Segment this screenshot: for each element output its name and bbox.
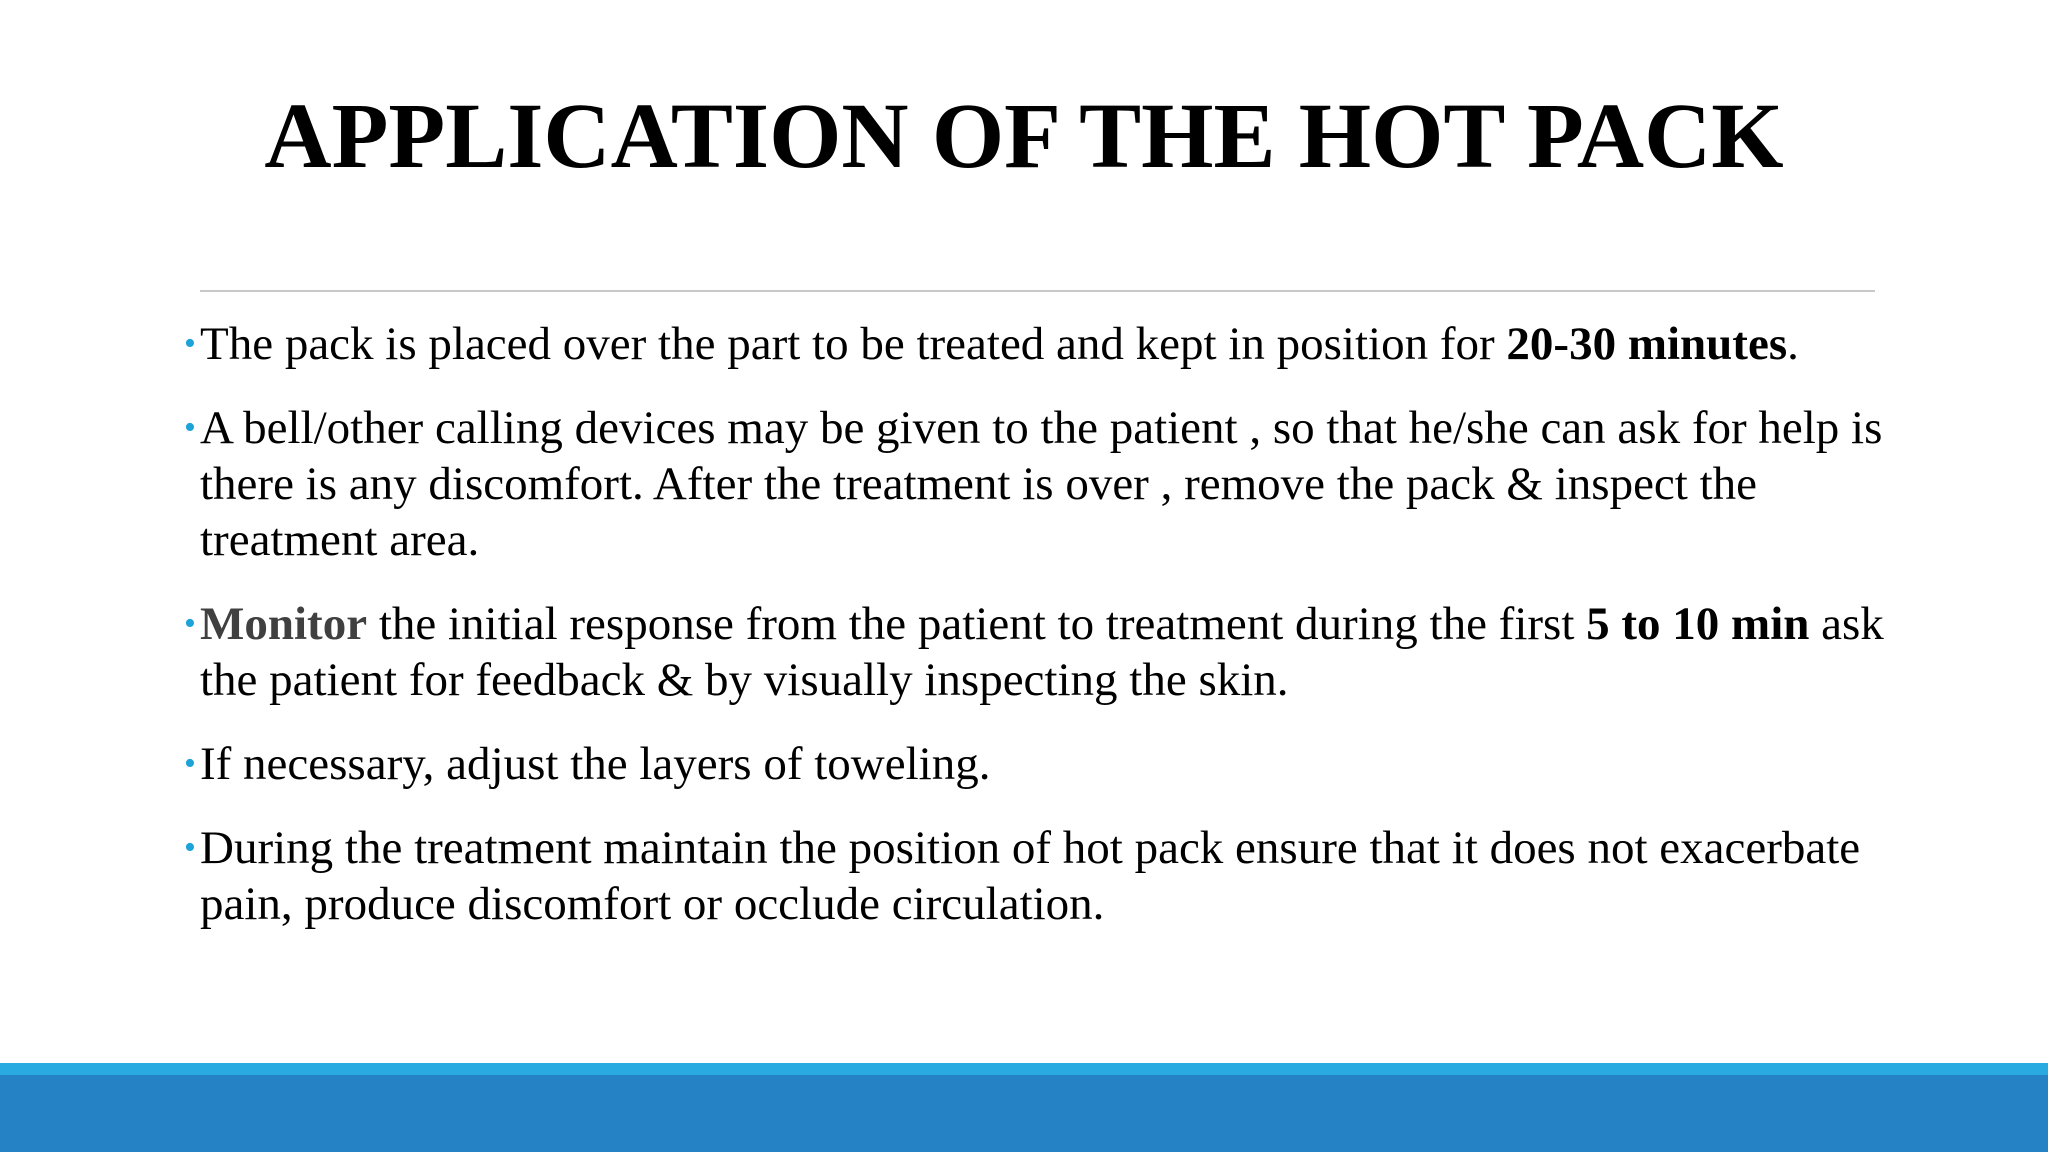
bullet-text: the initial response from the patient to treatment during the first: [367, 598, 1587, 650]
bullet-emphasis: 5 to 10 min: [1586, 598, 1810, 650]
bullet-dot-icon: •: [184, 409, 196, 446]
bullet-text: The pack is placed over the part to be treated and kept in position for: [200, 318, 1507, 370]
bullet-item: [184, 316, 1884, 372]
bullet-item: [184, 736, 1884, 792]
bullet-item: [184, 400, 1884, 568]
title-divider: [200, 290, 1875, 292]
bullet-text: During the treatment maintain the position of hot pack ensure that it does not exacerbate pain, produce discomfort or occlude circulation.: [200, 822, 1861, 930]
bullet-text: A bell/other calling devices may be given to the patient , so that he/she can ask for help is there is any discomfort. After the treatment is over , remove the pack & inspect the treatment area.: [200, 402, 1883, 566]
bullet-dot-icon: •: [184, 605, 196, 642]
bullet-dot-icon: •: [184, 745, 196, 782]
bullet-text: .: [1787, 318, 1799, 370]
bullet-text: ask the patient for feedback & by visually inspecting the skin.: [200, 598, 1884, 706]
slide-title: APPLICATION OF THE HOT PACK: [264, 85, 1784, 188]
bullet-dot-icon: •: [184, 325, 196, 362]
footer-stripe: [0, 1063, 2048, 1075]
bullet-emphasis: 20-30 minutes: [1506, 318, 1788, 370]
bullet-item: [184, 820, 1884, 932]
bullet-list: [184, 316, 1884, 960]
bullet-emphasis: Monitor: [200, 598, 368, 650]
footer-band: [0, 1075, 2048, 1152]
bullet-item: [184, 596, 1884, 708]
bullet-dot-icon: •: [184, 829, 196, 866]
bullet-text: If necessary, adjust the layers of toweling.: [200, 738, 991, 790]
